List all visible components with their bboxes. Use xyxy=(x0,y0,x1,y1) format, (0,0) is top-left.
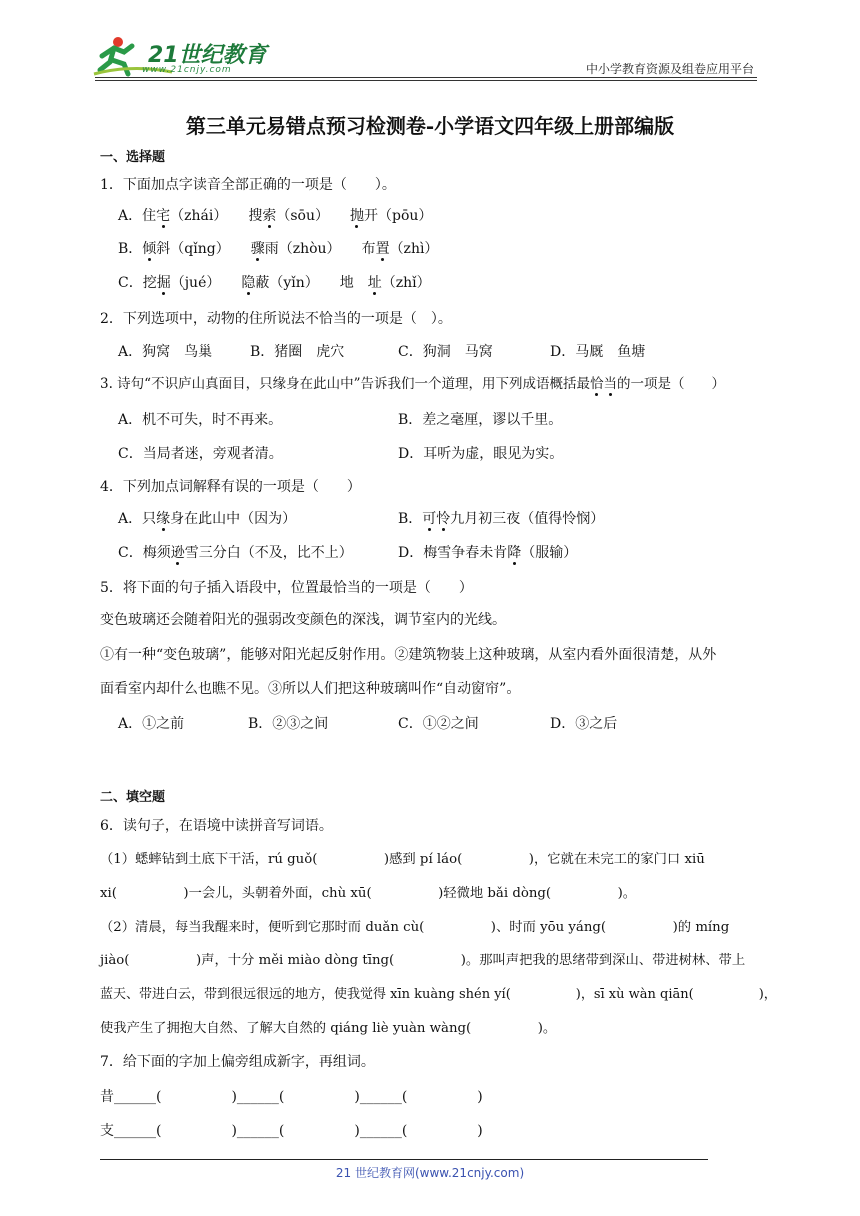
question-6-line-6: 使我产生了拥抱大自然、了解大自然的 qiáng liè yuàn wàng( )。 xyxy=(100,1021,557,1036)
footer-link[interactable]: 21 世纪教育网(www.21cnjy.com) xyxy=(335,1166,525,1180)
question-7-row-2: 支______( )______( )______( ) xyxy=(100,1123,483,1139)
question-5-option-d: D．③之后 xyxy=(550,716,618,732)
question-4-option-c: C．梅须逊雪三分白（不及，比不上） xyxy=(118,545,353,561)
question-6-line-3: （2）清晨，每当我醒来时，便听到它那时而 duǎn cù( )、时而 yōu yáng( )的 míng xyxy=(100,920,730,935)
question-3-option-d: D．耳听为虚，眼见为实。 xyxy=(398,446,564,462)
question-3-option-a: A．机不可失，时不再来。 xyxy=(118,412,283,428)
logo-url: www.21cnjy.com xyxy=(142,65,232,75)
question-1-option-a: A．住宅（zhái） 搜索（sōu） 抛开（pōu） xyxy=(118,208,433,224)
header-divider-secondary xyxy=(95,80,757,81)
question-4-option-b: B．可怜九月初三夜（值得怜悯） xyxy=(398,511,605,527)
section-heading-choice: 一、选择题 xyxy=(100,150,166,165)
question-5-paragraph-line-1: ①有一种“变色玻璃”，能够对阳光起反射作用。②建筑物装上这种玻璃，从室内看外面很清楚，从外 xyxy=(100,647,717,663)
question-6-line-4: jiào( )声，十分 měi miào dòng tīng( )。那叫声把我的思绪带到深山、带进树林、带上 xyxy=(100,953,746,968)
question-4-option-a: A．只缘身在此山中（因为） xyxy=(118,511,297,527)
question-3-stem: 3. 诗句“不识庐山真面目，只缘身在此山中”告诉我们一个道理，用下列成语概括最恰当的一项是（ ） xyxy=(100,376,725,392)
question-5-option-b: B．②③之间 xyxy=(248,716,329,732)
footer-divider xyxy=(100,1159,708,1160)
question-2-option-d: D．马厩 鱼塘 xyxy=(550,344,646,360)
question-1-option-c: C．挖掘（jué） 隐蔽（yǐn） 地 址（zhǐ） xyxy=(118,275,431,291)
question-2-option-b: B．猪圈 虎穴 xyxy=(250,344,345,360)
question-2-option-a: A．狗窝 鸟巢 xyxy=(118,344,213,360)
question-6-line-1: （1）蟋蟀钻到土底下干活，rú guǒ( )感到 pí láo( )，它就在未完工的家门口 xiū xyxy=(100,852,705,867)
page-title: 第三单元易错点预习检测卷-小学语文四年级上册部编版 xyxy=(185,114,675,138)
question-1-stem: 1．下面加点字读音全部正确的一项是（ ）。 xyxy=(100,177,396,193)
section-heading-fill: 二、填空题 xyxy=(100,790,166,805)
question-5-option-c: C．①②之间 xyxy=(398,716,479,732)
question-6-line-2: xi( )一会儿，头朝着外面，chù xū( )轻微地 bǎi dòng( )。 xyxy=(100,886,637,901)
question-4-stem: 4．下列加点词解释有误的一项是（ ） xyxy=(100,479,361,495)
header-platform-text: 中小学教育资源及组卷应用平台 xyxy=(585,62,754,76)
question-2-stem: 2．下列选项中，动物的住所说法不恰当的一项是（ ）。 xyxy=(100,311,452,327)
question-1-option-b: B．倾斜（qǐng） 骤雨（zhòu） 布置（zhì） xyxy=(118,241,439,257)
question-5-paragraph-line-2: 面看室内却什么也瞧不见。③所以人们把这种玻璃叫作“自动窗帘”。 xyxy=(100,681,521,697)
question-7-stem: 7．给下面的字加上偏旁组成新字，再组词。 xyxy=(100,1054,375,1070)
question-6-line-5: 蓝天、带进白云，带到很远很远的地方，使我觉得 xīn kuàng shén yí( )，sī xù wàn qiān( )， xyxy=(100,987,777,1002)
question-3-option-c: C．当局者迷，旁观者清。 xyxy=(118,446,283,462)
question-3-option-b: B．差之毫厘，谬以千里。 xyxy=(398,412,563,428)
question-6-stem: 6．读句子，在语境中读拼音写词语。 xyxy=(100,818,333,834)
question-4-option-d: D．梅雪争春未肯降（服输） xyxy=(398,545,578,561)
question-7-row-1: 昔______( )______( )______( ) xyxy=(100,1089,483,1105)
header-divider xyxy=(95,77,757,78)
question-2-option-c: C．狗洞 马窝 xyxy=(398,344,493,360)
question-5-option-a: A．①之前 xyxy=(118,716,185,732)
question-5-sentence: 变色玻璃还会随着阳光的强弱改变颜色的深浅，调节室内的光线。 xyxy=(100,612,506,628)
logo-text: 21世纪教育 xyxy=(148,43,267,68)
question-5-stem: 5．将下面的句子插入语段中，位置最恰当的一项是（ ） xyxy=(100,580,473,596)
